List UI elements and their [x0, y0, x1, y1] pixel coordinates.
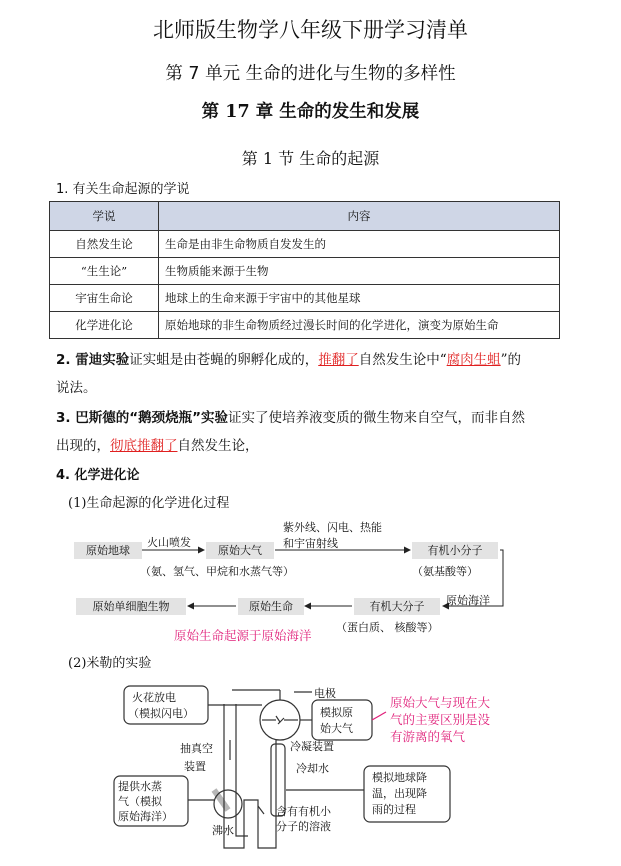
spark-label-2: （模拟闪电）: [128, 707, 194, 720]
note-atmosphere: （氨、氢气、甲烷和水蒸气等）: [140, 565, 294, 578]
unit-title: 第 7 单元 生命的进化与生物的多样性: [165, 64, 456, 84]
item3-num: 3.: [56, 410, 76, 426]
solution-label-line: 含有有机小: [276, 805, 331, 818]
cooling-label-line: 模拟地球降: [372, 771, 427, 784]
cooling-water-label: 冷却水: [296, 762, 329, 775]
process-subheading: (1)生命起源的化学进化过程: [68, 496, 230, 511]
pink-pointer: [372, 712, 386, 720]
pink-note-line: 原始大气与现在大: [390, 695, 491, 710]
table-cell-content: 生命是由非生命物质自发发生的: [159, 231, 560, 258]
vapor-label-line: 原始海洋）: [118, 810, 173, 823]
box-small-molecules: 有机小分子: [412, 542, 498, 559]
item3-bold: 巴斯德的“鹅颈烧瓶”实验: [75, 410, 228, 426]
box-unicellular: 原始单细胞生物: [76, 598, 186, 615]
pump-label-2: 装置: [184, 760, 206, 773]
table-cell-theory: 自然发生论: [50, 231, 159, 258]
table-cell-content: 生物质能来源于生物: [159, 258, 560, 285]
vapor-label-line: 提供水蒸: [118, 780, 162, 793]
miller-subheading: (2)米勒的实验: [68, 656, 152, 671]
item2-highlight: 腐肉生蛆: [446, 352, 501, 368]
cooling-label: [372, 770, 427, 818]
table-cell-theory: 宇宙生命论: [50, 285, 159, 312]
item2-text: 说法。: [56, 380, 97, 396]
item2-text: ”的: [500, 352, 522, 368]
pink-note-line: 有游离的氧气: [390, 729, 466, 744]
label-ocean: 原始海洋: [446, 594, 490, 607]
atmosphere-label-1: 模拟原: [320, 706, 353, 719]
section-title: 第 1 节 生命的起源: [241, 149, 380, 168]
item2-highlight: 推翻了: [318, 352, 359, 368]
item2-bold: 雷迪实验: [75, 352, 130, 368]
label-energy-2: 和宇宙射线: [283, 537, 338, 550]
item3-text: 自然发生论，: [177, 438, 259, 454]
atmosphere-label-2: 始大气: [320, 722, 353, 735]
condenser-label: 冷凝装置: [290, 740, 334, 753]
glass-tubes-inner: [236, 704, 248, 836]
pink-note-line: 气的主要区别是没: [390, 712, 491, 727]
item2-text: 自然发生论中“: [358, 352, 447, 368]
solution-label-line: 分子的溶液: [276, 820, 331, 833]
pink-note-oxygen: [390, 694, 490, 745]
electrode-label: 电极: [314, 687, 336, 700]
cooling-label-line: 雨的过程: [372, 803, 416, 816]
pink-note-origin: 原始生命起源于原始海洋: [174, 628, 312, 643]
item4-heading: 4. 化学进化论: [56, 468, 140, 483]
spark-label-1: 火花放电: [132, 691, 176, 704]
note-small-molecules: （氨基酸等）: [412, 565, 478, 578]
cooling-label-line: 温，出现降: [372, 787, 427, 800]
vapor-arrow: [214, 790, 228, 810]
table-cell-theory: “生生论”: [50, 258, 159, 285]
spark-icon: [276, 716, 284, 724]
item2-num: 2.: [56, 352, 76, 368]
table-cell-theory: 化学进化论: [50, 312, 159, 339]
solution-pointer: [258, 806, 264, 814]
box-primitive-earth: 原始地球: [74, 542, 142, 559]
label-volcano: 火山喷发: [147, 536, 191, 549]
box-primitive-atmosphere: 原始大气: [206, 542, 274, 559]
solution-label: [276, 804, 331, 834]
vapor-label: [118, 779, 173, 824]
item3-text: 证实了使培养液变质的微生物来自空气，而非自然: [227, 410, 525, 426]
note-macromolecules: （蛋白质、 核酸等）: [336, 621, 439, 634]
doc-title: 北师版生物学八年级下册学习清单: [153, 18, 468, 42]
box-primitive-life: 原始生命: [238, 598, 304, 615]
pump-label-1: 抽真空: [180, 742, 213, 755]
table-cell-content: 原始地球的非生命物质经过漫长时间的化学进化，演变为原始生命: [159, 312, 560, 339]
box-macromolecules: 有机大分子: [354, 598, 440, 615]
item3-highlight: 彻底推翻了: [110, 438, 178, 454]
table-head-theory: 学说: [50, 202, 159, 231]
chapter-title: 第 17 章 生命的发生和发展: [201, 102, 420, 122]
table-cell-content: 地球上的生命来源于宇宙中的其他星球: [159, 285, 560, 312]
item2-text: 证实蛆是由苍蝇的卵孵化成的，: [129, 352, 319, 368]
table-head-content: 内容: [159, 202, 560, 231]
vapor-label-line: 气（模拟: [118, 795, 162, 808]
item1-heading: 1. 有关生命起源的学说: [56, 182, 190, 197]
label-energy-1: 紫外线、闪电、热能: [283, 521, 382, 534]
item3-text: 出现的，: [56, 438, 110, 454]
boiling-water-label: 沸水: [212, 824, 234, 837]
